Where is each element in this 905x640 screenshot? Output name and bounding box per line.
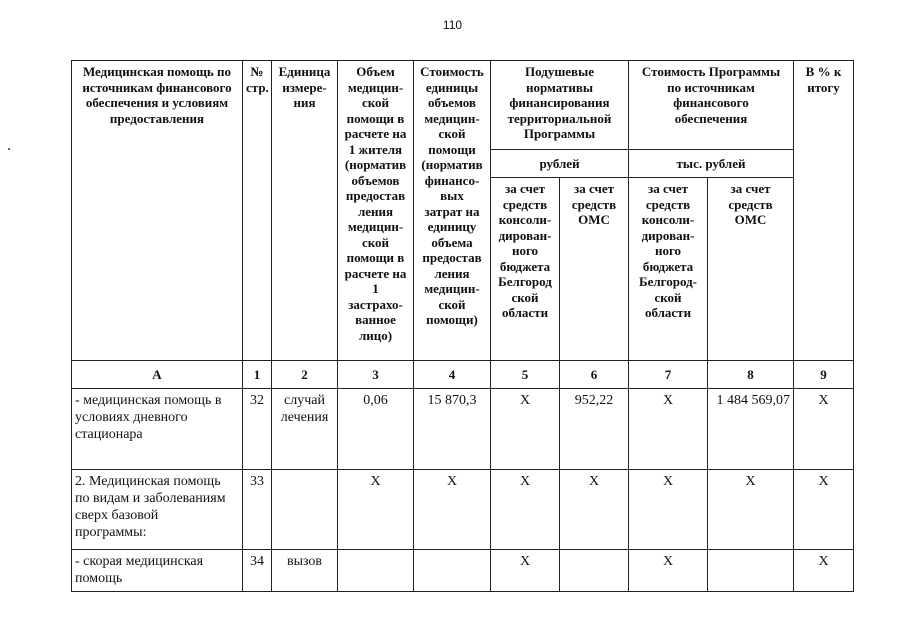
row-percent: Х — [794, 550, 854, 592]
header-per-capita-normatives: Подушевые нормативы финансирования территориальной Программы — [491, 61, 629, 150]
table-row — [72, 389, 854, 470]
table-row — [72, 470, 854, 550]
row-cost-oms: 1 484 569,07 — [708, 389, 794, 470]
header-volume: Объем медицин- ской помощи в расчете на 1 жителя (норматив объемов предостав ления медицин- ской помощи в расчете на 1 застрахо- ванное лицо) — [338, 61, 414, 361]
program-cost-table — [71, 60, 854, 592]
header-percent-of-total: В % к итогу — [794, 61, 854, 361]
row-line-number: 32 — [243, 389, 272, 470]
row-unit-cost — [414, 550, 491, 592]
row-norm-oms: Х — [560, 470, 629, 550]
row-unit: случай лечения — [272, 389, 338, 470]
header-unit-cost: Стоимость единицы объемов медицин- ской помощи (норматив финансо- вых затрат на единицу объема предостав ления медицин- ской помощи) — [414, 61, 491, 361]
page-number: 110 — [442, 18, 463, 32]
header-unit-rubles: рублей — [491, 150, 629, 178]
row-volume — [338, 550, 414, 592]
row-norm-regional-budget: Х — [491, 389, 560, 470]
row-name: 2. Медицинская помощь по видам и заболеваниям сверх базовой программы: — [72, 470, 243, 550]
row-volume: 0,06 — [338, 389, 414, 470]
column-number-1: 1 — [243, 361, 272, 389]
column-number-6: 6 — [560, 361, 629, 389]
row-norm-regional-budget: Х — [491, 550, 560, 592]
header-medical-care: Медицинская помощь по источникам финансового обеспечения и условиям предоставления — [72, 61, 243, 361]
row-volume: Х — [338, 470, 414, 550]
row-percent: Х — [794, 389, 854, 470]
row-unit-cost: 15 870,3 — [414, 389, 491, 470]
column-number-a: А — [72, 361, 243, 389]
row-name: - медицинская помощь в условиях дневного стационара — [72, 389, 243, 470]
scan-speck — [8, 148, 10, 150]
row-cost-regional-budget: Х — [629, 389, 708, 470]
row-cost-regional-budget: Х — [629, 470, 708, 550]
header-program-cost: Стоимость Программы по источникам финансового обеспечения — [629, 61, 794, 150]
column-number-3: 3 — [338, 361, 414, 389]
row-percent: Х — [794, 470, 854, 550]
header-unit-thousand-rubles: тыс. рублей — [629, 150, 794, 178]
column-number-8: 8 — [708, 361, 794, 389]
table-row — [72, 550, 854, 592]
row-norm-oms — [560, 550, 629, 592]
header-cost-oms: за счет средств ОМС — [708, 178, 794, 361]
row-unit-cost: Х — [414, 470, 491, 550]
row-line-number: 34 — [243, 550, 272, 592]
row-line-number: 33 — [243, 470, 272, 550]
row-norm-oms: 952,22 — [560, 389, 629, 470]
row-cost-oms — [708, 550, 794, 592]
column-number-9: 9 — [794, 361, 854, 389]
column-number-2: 2 — [272, 361, 338, 389]
row-name: - скорая медицинская помощь — [72, 550, 243, 592]
header-cost-regional-budget: за счет средств консоли- дирован- ного бюджета Белгород- ской области — [629, 178, 708, 361]
header-line-number: № стр. — [243, 61, 272, 361]
row-cost-regional-budget: Х — [629, 550, 708, 592]
row-unit: вызов — [272, 550, 338, 592]
column-number-7: 7 — [629, 361, 708, 389]
row-cost-oms: Х — [708, 470, 794, 550]
header-norm-regional-budget: за счет средств консоли- дирован- ного бюджета Белгород ской области — [491, 178, 560, 361]
row-norm-regional-budget: Х — [491, 470, 560, 550]
header-norm-oms: за счет средств ОМС — [560, 178, 629, 361]
column-number-4: 4 — [414, 361, 491, 389]
row-unit — [272, 470, 338, 550]
header-unit: Единица измере- ния — [272, 61, 338, 361]
column-number-5: 5 — [491, 361, 560, 389]
